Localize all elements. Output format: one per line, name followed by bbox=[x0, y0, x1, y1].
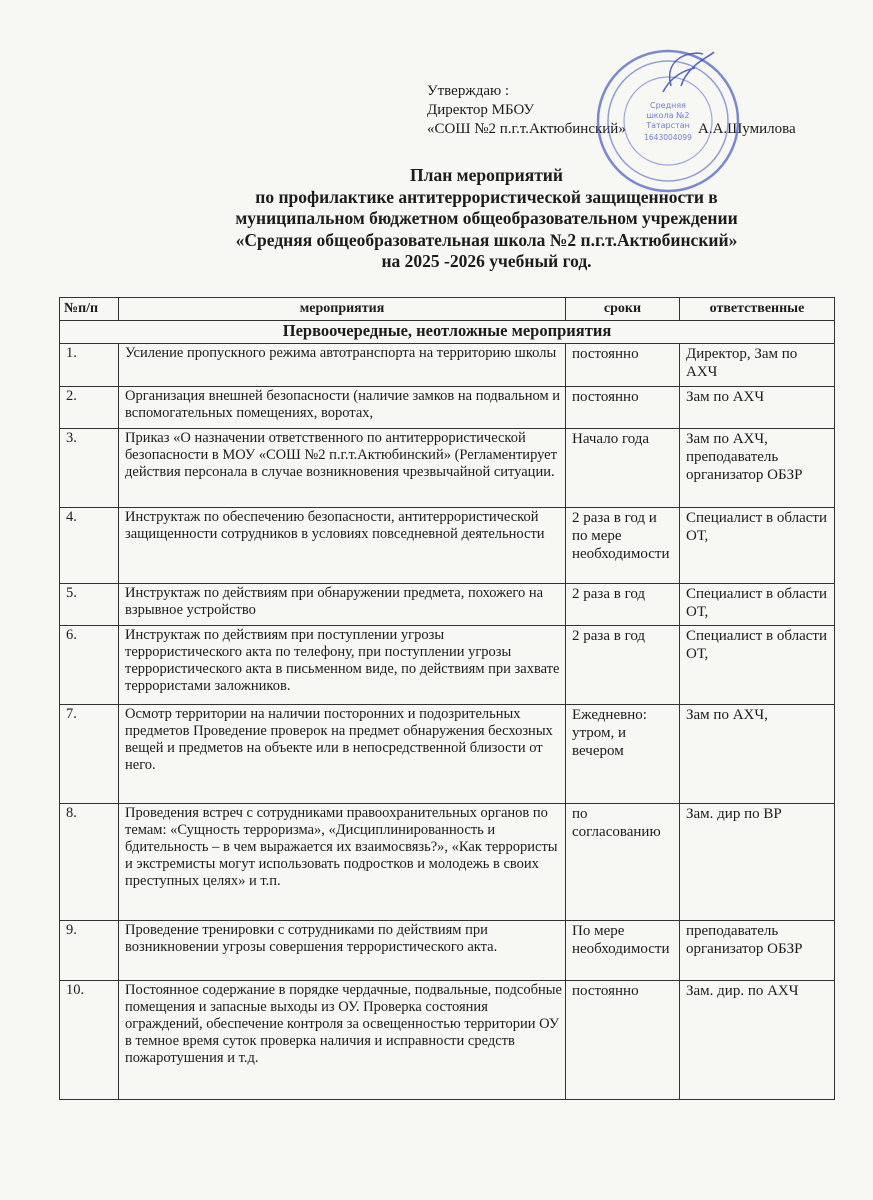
table-header-row bbox=[60, 298, 835, 321]
table-row bbox=[60, 508, 835, 584]
table-row bbox=[60, 387, 835, 429]
row-term: по согласованию bbox=[566, 804, 680, 921]
row-term: постоянно bbox=[566, 387, 680, 429]
title-line-5: на 2025 -2026 учебный год. bbox=[381, 251, 592, 271]
row-num: 8. bbox=[60, 804, 119, 921]
header-num: №п/п bbox=[60, 298, 119, 321]
table-row bbox=[60, 626, 835, 705]
row-num: 10. bbox=[60, 981, 119, 1100]
row-event: Инструктаж по действиям при поступлении угрозы террористического акта по телефону, при поступлении угрозы террористического акта в письменном виде, по действиям при захвате террористами заложников. bbox=[119, 626, 566, 705]
row-event: Инструктаж по действиям при обнаружении предмета, похожего на взрывное устройство bbox=[119, 584, 566, 626]
title-line-3: муниципальном бюджетном общеобразовательном учреждении bbox=[235, 208, 738, 228]
row-num: 5. bbox=[60, 584, 119, 626]
section-row bbox=[60, 321, 835, 344]
row-num: 3. bbox=[60, 429, 119, 508]
row-responsible: Специалист в области ОТ, bbox=[680, 626, 835, 705]
row-event: Осмотр территории на наличии посторонних и подозрительных предметов Проведение проверок на предмет обнаружения бесхозных вещей и предметов на объекте или в непосредственной близости от него. bbox=[119, 705, 566, 804]
row-responsible: Специалист в области ОТ, bbox=[680, 508, 835, 584]
table-row bbox=[60, 705, 835, 804]
row-num: 6. bbox=[60, 626, 119, 705]
row-responsible: Зам по АХЧ bbox=[680, 387, 835, 429]
row-term: Ежедневно: утром, и вечером bbox=[566, 705, 680, 804]
section-title: Первоочередные, неотложные мероприятия bbox=[60, 321, 835, 344]
row-event: Проведения встреч с сотрудниками правоохранительных органов по темам: «Сущность терроризма», «Дисциплинированность и бдительность – в чем выражается их взаимосвязь?», «Как террористы и экстремисты могут использовать подростков и молодежь в своих преступных целях» и т.п. bbox=[119, 804, 566, 921]
header-responsible: ответственные bbox=[680, 298, 835, 321]
row-event: Проведение тренировки с сотрудниками по действиям при возникновении угрозы совершения террористического акта. bbox=[119, 921, 566, 981]
row-responsible: Зам по АХЧ, преподаватель организатор ОБЗР bbox=[680, 429, 835, 508]
row-responsible: преподаватель организатор ОБЗР bbox=[680, 921, 835, 981]
row-event: Постоянное содержание в порядке чердачные, подвальные, подсобные помещения и запасные выходы из ОУ. Проверка состояния ограждений, обеспечение контроля за освещенностью территории ОУ в темное время суток проверка наличия и исправности средств пожаротушения и т.д. bbox=[119, 981, 566, 1100]
svg-text:1643004099: 1643004099 bbox=[644, 133, 692, 142]
approval-line-2: Директор МБОУ bbox=[427, 102, 535, 118]
row-num: 1. bbox=[60, 344, 119, 387]
table-row bbox=[60, 804, 835, 921]
row-term: 2 раза в год bbox=[566, 626, 680, 705]
svg-text:Средняя: Средняя bbox=[650, 101, 686, 110]
row-term: По мере необходимости bbox=[566, 921, 680, 981]
row-term: постоянно bbox=[566, 981, 680, 1100]
row-responsible: Зам. дир. по АХЧ bbox=[680, 981, 835, 1100]
header-event: мероприятия bbox=[119, 298, 566, 321]
title-line-1: План мероприятий bbox=[410, 165, 563, 185]
row-num: 4. bbox=[60, 508, 119, 584]
row-term: 2 раза в год bbox=[566, 584, 680, 626]
row-term: 2 раза в год и по мере необходимости bbox=[566, 508, 680, 584]
events-table bbox=[59, 297, 835, 1100]
svg-text:Татарстан: Татарстан bbox=[646, 121, 690, 130]
approval-line-1: Утверждаю : bbox=[427, 83, 510, 99]
table-row bbox=[60, 981, 835, 1100]
svg-text:школа №2: школа №2 bbox=[646, 111, 690, 120]
title-line-4: «Средняя общеобразовательная школа №2 п.г.т.Актюбинский» bbox=[235, 229, 738, 250]
row-responsible: Директор, Зам по АХЧ bbox=[680, 344, 835, 387]
row-responsible: Зам по АХЧ, bbox=[680, 705, 835, 804]
row-event: Приказ «О назначении ответственного по антитеррористической безопасности в МОУ «СОШ №2 п.г.т.Актюбинский» (Регламентирует действия персонала в случае возникновения чрезвычайной ситуации. bbox=[119, 429, 566, 508]
table-row bbox=[60, 921, 835, 981]
row-num: 7. bbox=[60, 705, 119, 804]
row-responsible: Зам. дир по ВР bbox=[680, 804, 835, 921]
row-num: 2. bbox=[60, 387, 119, 429]
table-row bbox=[60, 344, 835, 387]
row-term: Начало года bbox=[566, 429, 680, 508]
title-line-2: по профилактике антитеррористической защищенности в bbox=[255, 186, 718, 207]
approval-signature: А.А.Шумилова bbox=[698, 121, 796, 137]
row-responsible: Специалист в области ОТ, bbox=[680, 584, 835, 626]
approval-line-3: «СОШ №2 п.г.т.Актюбинский» bbox=[427, 121, 626, 137]
header-term: сроки bbox=[566, 298, 680, 321]
row-event: Инструктаж по обеспечению безопасности, антитеррористической защищенности сотрудников в условиях повседневной деятельности bbox=[119, 508, 566, 584]
row-event: Усиление пропускного режима автотранспорта на территорию школы bbox=[119, 344, 566, 387]
row-term: постоянно bbox=[566, 344, 680, 387]
document-title bbox=[150, 165, 823, 273]
table-row bbox=[60, 429, 835, 508]
row-event: Организация внешней безопасности (наличие замков на подвальном и вспомогательных помещениях, воротах, bbox=[119, 387, 566, 429]
table-row bbox=[60, 584, 835, 626]
row-num: 9. bbox=[60, 921, 119, 981]
